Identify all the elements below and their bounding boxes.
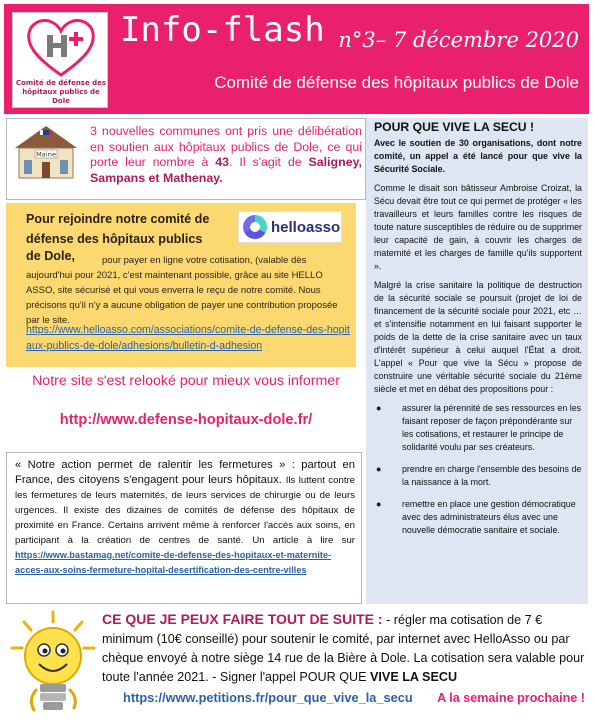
mairie-label: Mairie — [36, 150, 56, 159]
site-url-link[interactable]: http://www.defense-hopitaux-dole.fr/ — [59, 412, 313, 428]
call-to-action-headline: CE QUE JE PEUX FAIRE TOUT DE SUITE : — [102, 611, 383, 627]
action-quote: « Notre action permet de ralentir les fermetures » : partout en France, des citoyens s'engagent pour leurs hôpitaux. — [15, 459, 355, 486]
list-item: ● prendre en charge l'ensemble des besoins de la naissance à la mort. — [376, 464, 582, 487]
bullet-icon: ● — [376, 403, 382, 413]
helloasso-logo-word: helloasso — [271, 219, 341, 236]
lightbulb-smiley-icon — [6, 608, 100, 720]
article-intro: Un article à lire sur — [252, 535, 356, 546]
helloasso-logo — [238, 211, 342, 243]
see-you-next-week: A la semaine prochaine ! — [437, 691, 585, 705]
list-item: ● assurer la pérennité de ses ressources en les faisant reposer de façon prépondérante sur les cotisations, et restaurer le principe de solidarité voulu par ses créateurs. — [376, 403, 582, 452]
logo-caption: Comité de défense des hôpitaux publics de Dole — [15, 79, 107, 105]
helloasso-body: pour payer en ligne votre cotisation, (valable dès aujourd'hui pour 2021, c'est maintenant possible, grâce au site HELLO ASSO, site sécurisé et qui vous enverra le reçu de notre comité. Nous précisons qu'il n'y a aucune obligation de payer une contribution proposée par le site. — [26, 255, 338, 326]
newsletter-subtitle: Comité de défense des hôpitaux publics de Dole — [214, 73, 579, 92]
communes-names: Saligney, Sampans et Mathenay. — [90, 155, 362, 185]
secu-title: POUR QUE VIVE LA SECU ! — [374, 120, 535, 134]
petition-link[interactable]: https://www.petitions.fr/pour_que_vive_la_secu — [123, 690, 413, 705]
secu-paragraph-1: Comme le disait son bâtisseur Ambroise Croizat, la Sécu devait être tout ce qui permet de protéger « les travailleurs et leurs familles contre les risques de toute nature susceptibles de réduire ou de supprimer leur capacité de gain, à couvrir les charges de maternité et les charges de famille qu'ils supportent ». — [374, 183, 582, 271]
helloasso-heading-end: de Dole, — [26, 249, 75, 263]
secu-proposals-list — [374, 402, 582, 537]
helloasso-logo-icon — [243, 215, 267, 239]
committee-logo — [12, 12, 108, 108]
list-item: ● remettre en place une gestion démocratique avec des administrateurs élus avec une nouvelle démocratie sanitaire et sociale. — [376, 499, 576, 535]
article-link[interactable]: https://www.bastamag.net/comite-de-defense-des-hopitaux-et-maternite-acces-aux-soins-fermeture-hopital-desertification-des-centre-villes — [15, 550, 332, 575]
call-to-action: CE QUE JE PEUX FAIRE TOUT DE SUITE : - régler ma cotisation de 7 € minimum (10€ conseillé) pour soutenir le comité, par internet avec HelloAsso ou par chèque envoyé à notre siège 14 rue de la Bière à Dole. La cotisation sera valable pour toute l'année 2021. - Signer l'appel POUR QUE VIVE LA SECU — [102, 611, 585, 684]
issue-date: n°3– 7 décembre 2020 — [338, 28, 579, 52]
call-to-action-bold: VIVE LA SECU — [370, 670, 458, 684]
bullet-icon: ● — [376, 464, 382, 474]
communes-text: 3 nouvelles communes ont pris une délibération en soutien aux hôpitaux publics de Dole, ce qui porte leur nombre à 43. Il s'agit de Saligney, Sampans et Mathenay. — [90, 124, 362, 185]
action-text — [15, 458, 355, 578]
helloasso-heading: Pour rejoindre notre comité de défense des hôpitaux publics — [26, 212, 210, 246]
bullet-icon: ● — [376, 499, 382, 509]
newsletter-title: Info-flash — [120, 10, 325, 50]
secu-intro: Avec le soutien de 30 organisations, dont notre comité, un appel a été lancé pour que vive la Sécurité Sociale. — [374, 138, 582, 174]
communes-count: 43 — [215, 155, 230, 169]
secu-column — [366, 118, 588, 604]
site-relooke-text: Notre site s'est relooké pour mieux vous informer — [32, 373, 340, 389]
helloasso-box — [6, 203, 356, 367]
communes-box — [6, 118, 366, 200]
header-banner — [4, 4, 589, 114]
secu-paragraph-2: Malgré la crise sanitaire la politique de destruction de la sécurité sociale se poursuit (projet de loi de financement de la sécurité sociale pour 2021, etc … et s'intensifie notamment en lui faisant supporter le poids de la dette de la crise sanitaire avec un taux d'intérêt supérieur à celui auquel l'État a droit. L'appel « Pour que vive la Sécu » propose de construire une véritable sécurité sociale du 21ème siècle et met en débat des propositions pour : — [374, 280, 582, 394]
action-body: Ils luttent contre les fermetures de leurs maternités, de leurs services de chirurgie ou de leurs urgences. Il existe des dizaines de comités de défense des hôpitaux de proximité en France. Certains arrivent même à renforcer l'accès aux soins, en participant à la création de centres de santé. — [15, 475, 356, 546]
helloasso-link[interactable]: https://www.helloasso.com/associations/comite-de-defense-des-hopitaux-publics-de-dole/adhesions/bulletin-d-adhesion — [26, 324, 350, 352]
heart-hospital-icon — [25, 17, 97, 79]
action-box — [6, 452, 362, 604]
town-hall-icon — [13, 124, 79, 180]
